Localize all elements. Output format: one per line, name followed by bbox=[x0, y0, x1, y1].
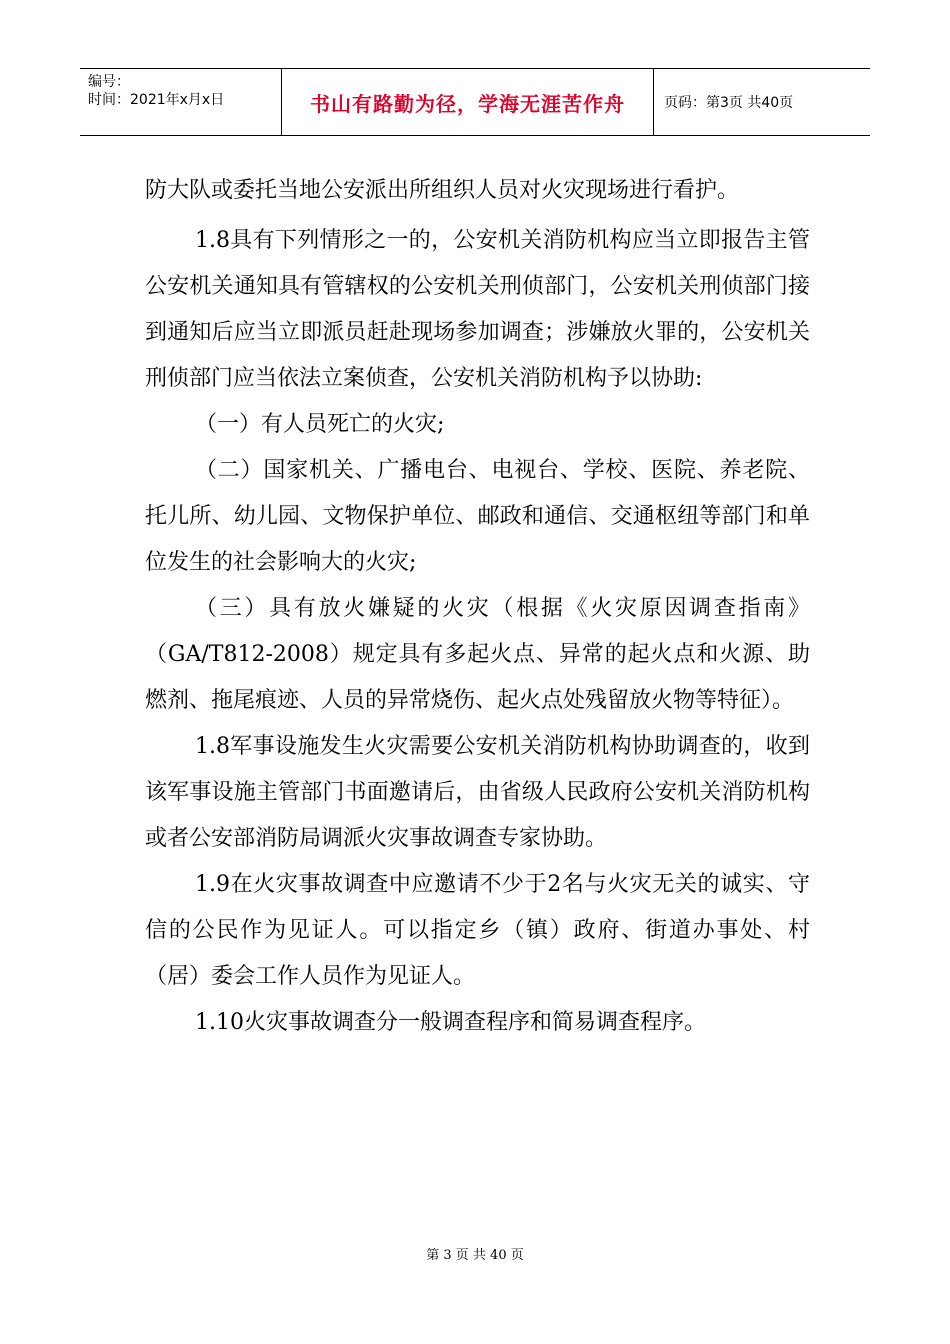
serial-label: 编号： bbox=[88, 74, 130, 90]
header-meta bbox=[80, 69, 282, 135]
paragraph-1-8-military: 1.8军事设施发生火灾需要公安机关消防机构协助调查的，收到该军事设施主管部门书面邀请后，由省级人民政府公安机关消防机构或者公安部消防局调派火灾事故调查专家协助。 bbox=[145, 734, 810, 851]
list-item-2: （二）国家机关、广播电台、电视台、学校、医院、养老院、托儿所、幼儿园、文物保护单位、邮政和通信、交通枢纽等部门和单位发生的社会影响大的火灾; bbox=[145, 458, 810, 575]
document-header bbox=[80, 68, 870, 136]
header-motto-cell bbox=[282, 69, 654, 135]
paragraph-1-10: 1.10火灾事故调查分一般调查程序和简易调查程序。 bbox=[195, 1010, 706, 1035]
paragraph-continuation: 防大队或委托当地公安派出所组织人员对火灾现场进行看护。 bbox=[145, 178, 740, 203]
header-page-info bbox=[654, 69, 870, 135]
footer-page-number: 第 3 页 共 40 页 bbox=[426, 1248, 524, 1263]
motto-text: 书山有路勤为径，学海无涯苦作舟 bbox=[310, 91, 625, 116]
list-item-3: （三）具有放火嫌疑的火灾（根据《火灾原因调查指南》（GA/T812-2008）规定具有多起火点、异常的起火点和火源、助燃剂、拖尾痕迹、人员的异常烧伤、起火点处残留放火物等特征）。 bbox=[145, 596, 810, 713]
time-label: 时间：2021年x月x日 bbox=[88, 92, 225, 108]
paragraph-1-9: 1.9在火灾事故调查中应邀请不少于2名与火灾无关的诚实、守信的公民作为见证人。可以指定乡（镇）政府、街道办事处、村（居）委会工作人员作为见证人。 bbox=[145, 872, 810, 989]
paragraph-1-8: 1.8具有下列情形之一的，公安机关消防机构应当立即报告主管公安机关通知具有管辖权的公安机关刑侦部门，公安机关刑侦部门接到通知后应当立即派员赶赴现场参加调查；涉嫌放火罪的，公安机关刑侦部门应当依法立案侦查，公安机关消防机构予以协助: bbox=[145, 228, 810, 391]
page-info-text: 页码：第3页 共40页 bbox=[664, 95, 794, 111]
list-item-1: （一）有人员死亡的火灾; bbox=[195, 412, 445, 437]
page-footer bbox=[0, 1244, 950, 1263]
document-body bbox=[145, 168, 810, 1046]
